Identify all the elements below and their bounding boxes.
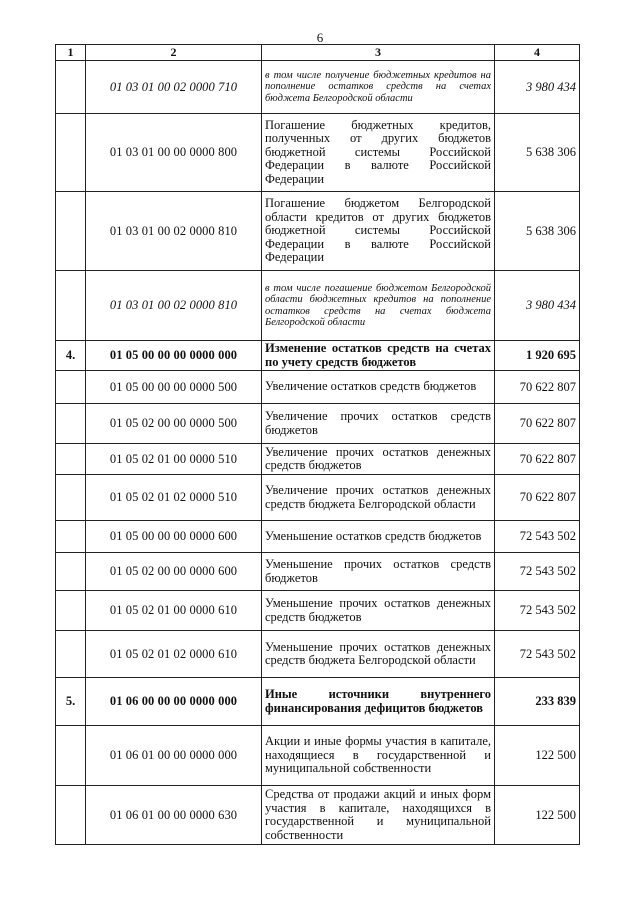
amount-cell: 70 622 807 xyxy=(495,371,580,404)
table-row xyxy=(56,521,580,553)
table-row xyxy=(56,726,580,786)
budget-code-cell: 01 03 01 00 02 0000 810 xyxy=(86,192,262,271)
row-number-cell xyxy=(56,114,86,192)
description-cell: Средства от продажи акций и иных форм участия в капитале, находящихся в государственной и муниципальной собственности xyxy=(262,786,495,845)
amount-cell: 70 622 807 xyxy=(495,404,580,444)
budget-code-cell: 01 06 00 00 00 0000 000 xyxy=(86,678,262,726)
table-row xyxy=(56,591,580,631)
row-number-cell xyxy=(56,444,86,475)
row-number-cell xyxy=(56,726,86,786)
table-row xyxy=(56,61,580,114)
row-number-cell xyxy=(56,631,86,678)
header-col-2: 2 xyxy=(86,45,262,61)
budget-code-cell: 01 05 02 01 00 0000 610 xyxy=(86,591,262,631)
description-cell: в том числе получение бюджетных кредитов на пополнение остатков средств на счетах бюджета Белгородской области xyxy=(262,61,495,114)
description-cell: Иные источники внутреннего финансирования дефицитов бюджетов xyxy=(262,678,495,726)
row-number-cell: 4. xyxy=(56,341,86,371)
budget-code-cell: 01 05 00 00 00 0000 000 xyxy=(86,341,262,371)
amount-cell: 70 622 807 xyxy=(495,444,580,475)
budget-code-cell: 01 06 01 00 00 0000 000 xyxy=(86,726,262,786)
table-row xyxy=(56,271,580,341)
description-cell: Увеличение остатков средств бюджетов xyxy=(262,371,495,404)
description-cell: Погашение бюджетом Белгородской области кредитов от других бюджетов бюджетной системы Российской Федерации в валюте Российской Федерации xyxy=(262,192,495,271)
header-col-1: 1 xyxy=(56,45,86,61)
row-number-cell xyxy=(56,786,86,845)
header-col-3: 3 xyxy=(262,45,495,61)
table-row xyxy=(56,678,580,726)
description-cell: Увеличение прочих остатков денежных средств бюджета Белгородской области xyxy=(262,475,495,521)
table-row xyxy=(56,404,580,444)
page-number: 6 xyxy=(316,30,324,45)
table-row xyxy=(56,192,580,271)
table-row xyxy=(56,114,580,192)
budget-sources-table xyxy=(55,44,580,845)
table-row xyxy=(56,371,580,404)
row-number-cell xyxy=(56,553,86,591)
row-number-cell xyxy=(56,591,86,631)
amount-cell: 72 543 502 xyxy=(495,591,580,631)
amount-cell: 122 500 xyxy=(495,786,580,845)
amount-cell: 3 980 434 xyxy=(495,271,580,341)
budget-code-cell: 01 03 01 00 00 0000 800 xyxy=(86,114,262,192)
amount-cell: 72 543 502 xyxy=(495,521,580,553)
table-header-row xyxy=(56,45,580,61)
budget-code-cell: 01 05 02 00 00 0000 600 xyxy=(86,553,262,591)
amount-cell: 233 839 xyxy=(495,678,580,726)
row-number-cell xyxy=(56,521,86,553)
budget-code-cell: 01 03 01 00 02 0000 710 xyxy=(86,61,262,114)
table-row xyxy=(56,786,580,845)
description-cell: Акции и иные формы участия в капитале, находящиеся в государственной и муниципальной собственности xyxy=(262,726,495,786)
amount-cell: 122 500 xyxy=(495,726,580,786)
budget-code-cell: 01 05 02 01 00 0000 510 xyxy=(86,444,262,475)
row-number-cell xyxy=(56,61,86,114)
table-row xyxy=(56,341,580,371)
budget-code-cell: 01 05 00 00 00 0000 600 xyxy=(86,521,262,553)
row-number-cell xyxy=(56,371,86,404)
description-cell: Уменьшение прочих остатков денежных средств бюджета Белгородской области xyxy=(262,631,495,678)
description-cell: Увеличение прочих остатков средств бюджетов xyxy=(262,404,495,444)
amount-cell: 3 980 434 xyxy=(495,61,580,114)
row-number-cell xyxy=(56,271,86,341)
budget-code-cell: 01 05 02 00 00 0000 500 xyxy=(86,404,262,444)
table-row xyxy=(56,631,580,678)
budget-code-cell: 01 03 01 00 02 0000 810 xyxy=(86,271,262,341)
amount-cell: 72 543 502 xyxy=(495,553,580,591)
row-number-cell xyxy=(56,475,86,521)
budget-code-cell: 01 05 02 01 02 0000 610 xyxy=(86,631,262,678)
budget-code-cell: 01 06 01 00 00 0000 630 xyxy=(86,786,262,845)
table-row xyxy=(56,444,580,475)
header-col-4: 4 xyxy=(495,45,580,61)
amount-cell: 72 543 502 xyxy=(495,631,580,678)
table-row xyxy=(56,553,580,591)
budget-code-cell: 01 05 00 00 00 0000 500 xyxy=(86,371,262,404)
table-row xyxy=(56,475,580,521)
budget-code-cell: 01 05 02 01 02 0000 510 xyxy=(86,475,262,521)
description-cell: Увеличение прочих остатков денежных средств бюджетов xyxy=(262,444,495,475)
row-number-cell xyxy=(56,192,86,271)
description-cell: Уменьшение прочих остатков денежных средств бюджетов xyxy=(262,591,495,631)
row-number-cell: 5. xyxy=(56,678,86,726)
amount-cell: 5 638 306 xyxy=(495,114,580,192)
amount-cell: 70 622 807 xyxy=(495,475,580,521)
amount-cell: 5 638 306 xyxy=(495,192,580,271)
description-cell: в том числе погашение бюджетом Белгородской области бюджетных кредитов на пополнение остатков средств на счетах бюджета Белгородской области xyxy=(262,271,495,341)
description-cell: Изменение остатков средств на счетах по учету средств бюджетов xyxy=(262,341,495,371)
description-cell: Уменьшение прочих остатков средств бюджетов xyxy=(262,553,495,591)
description-cell: Погашение бюджетных кредитов, полученных от других бюджетов бюджетной системы Российской Федерации в валюте Российской Федерации xyxy=(262,114,495,192)
amount-cell: 1 920 695 xyxy=(495,341,580,371)
description-cell: Уменьшение остатков средств бюджетов xyxy=(262,521,495,553)
row-number-cell xyxy=(56,404,86,444)
